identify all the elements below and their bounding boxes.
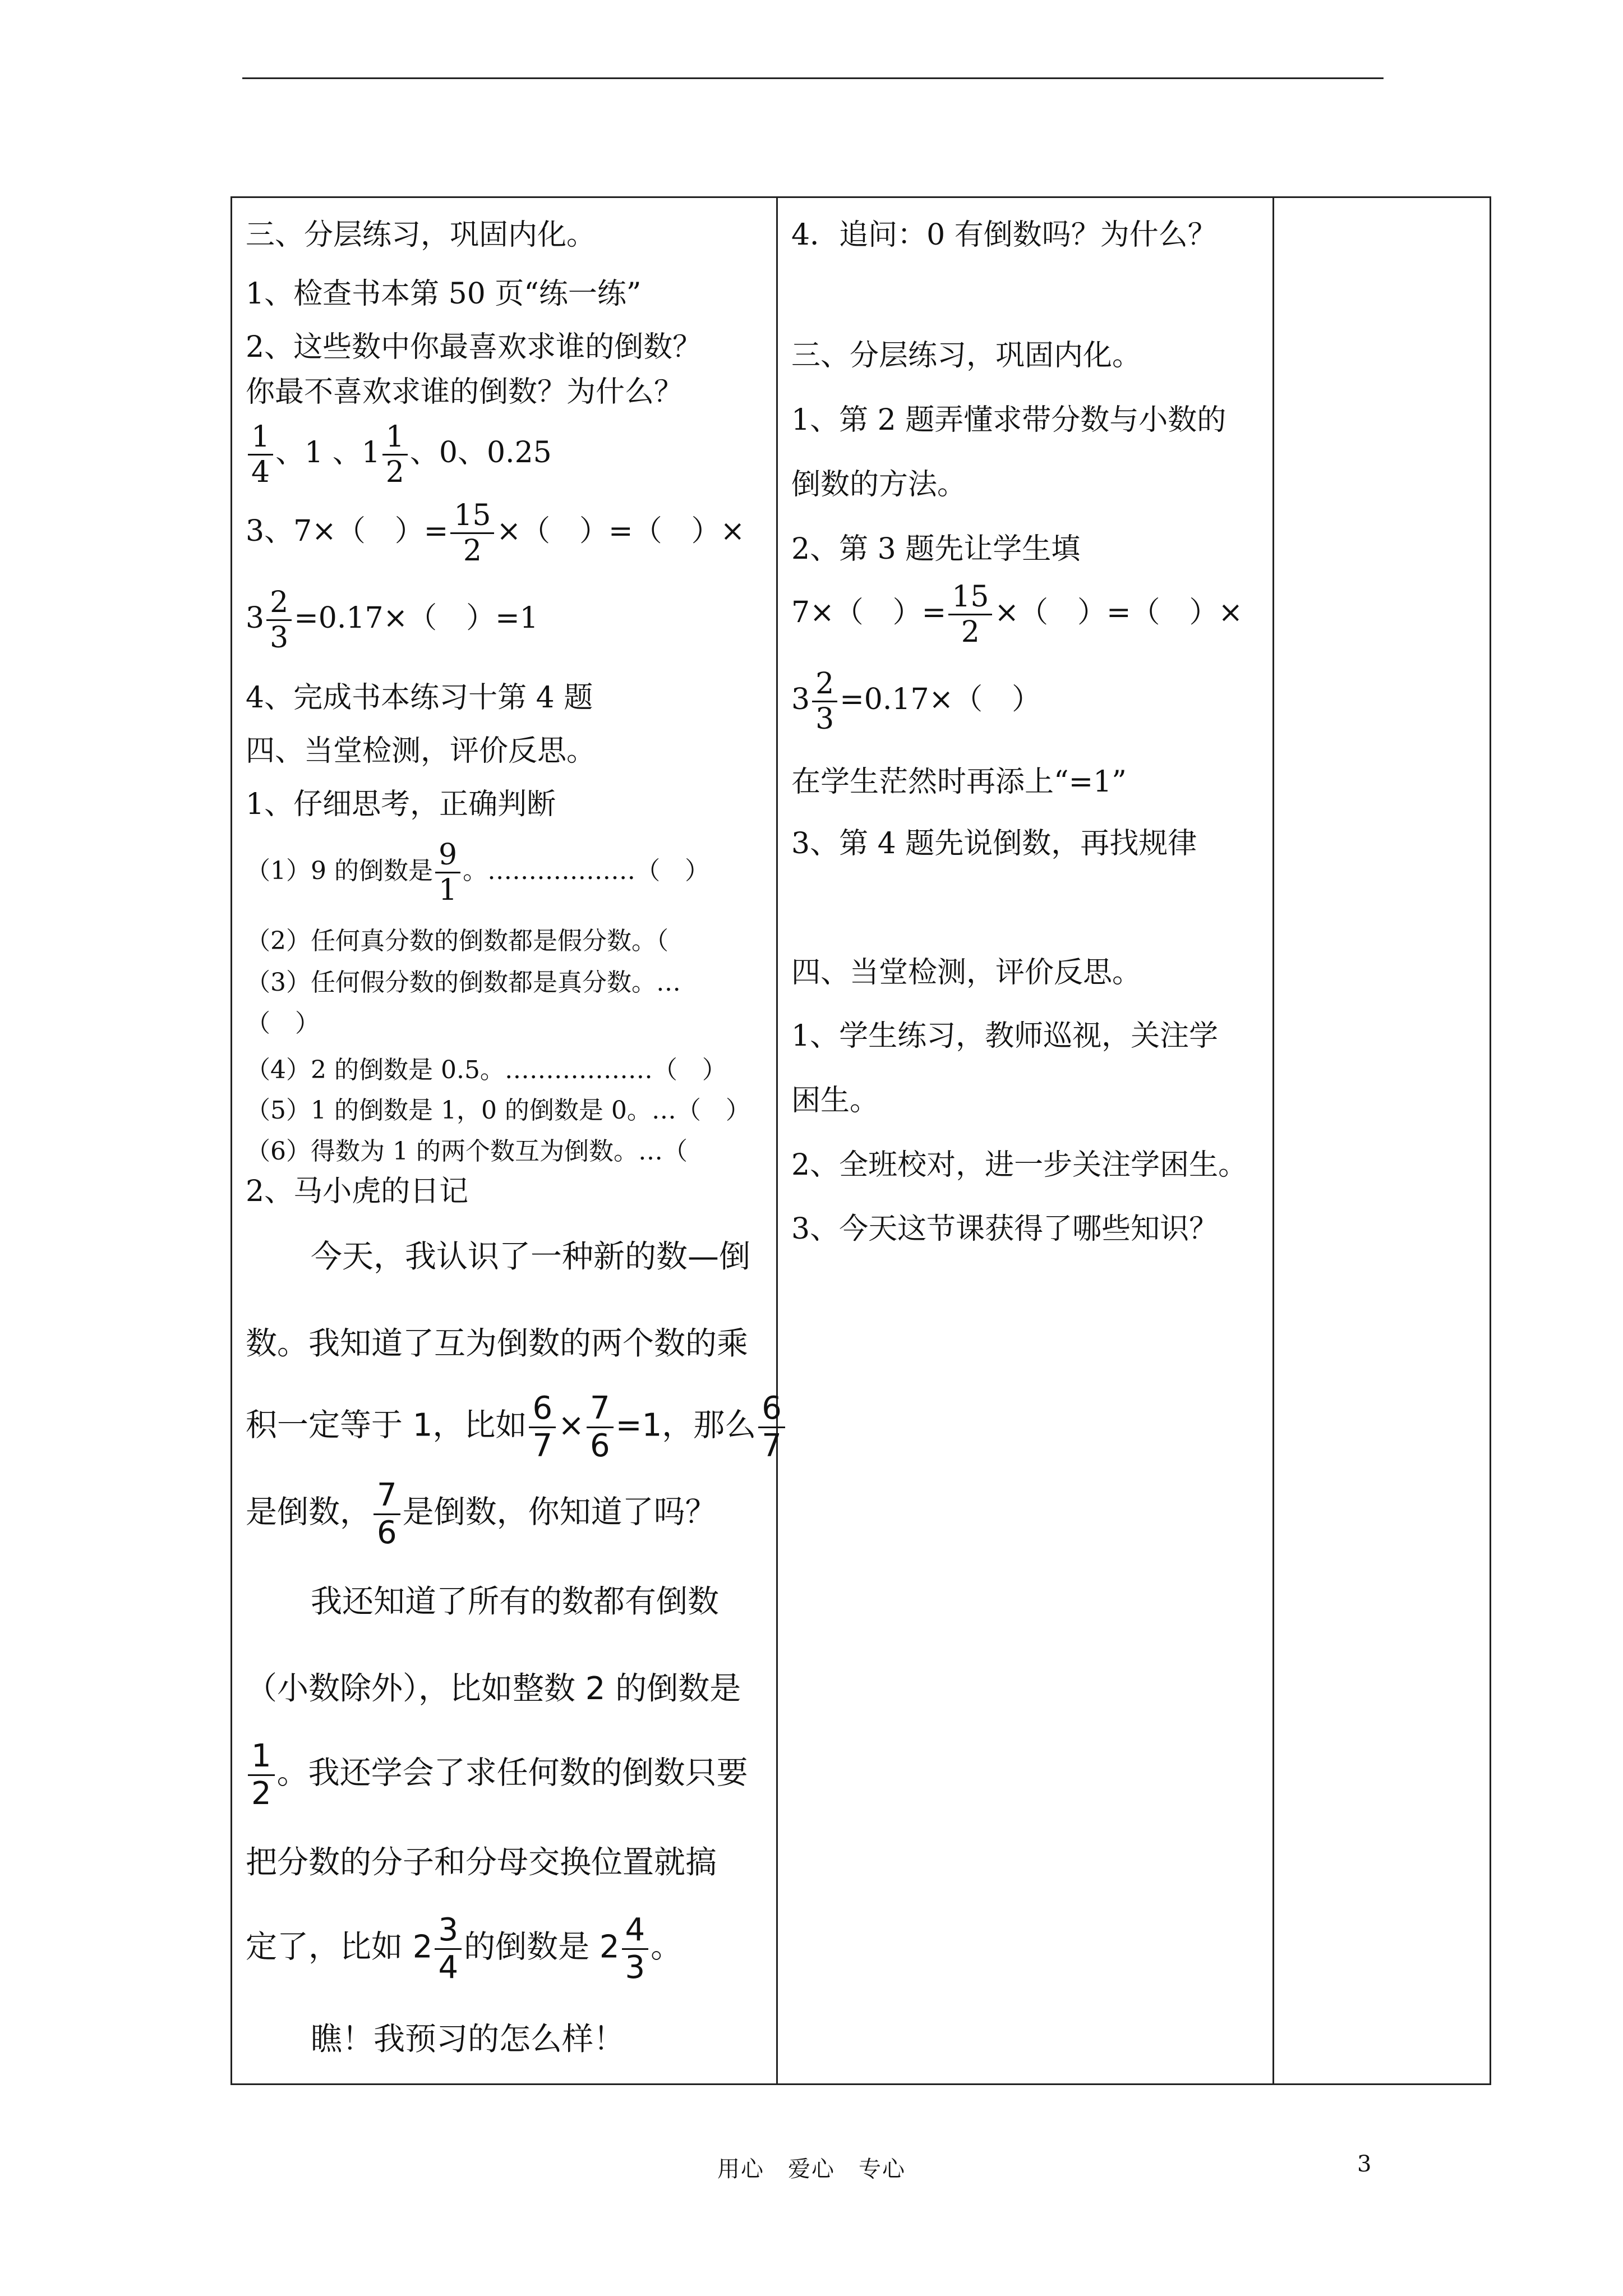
judge-title: 1、仔细思考，正确判断 <box>246 788 556 821</box>
fraction: $\frac{15}{2}$ <box>948 582 992 647</box>
notes-column <box>1274 198 1490 2083</box>
fraction: $\frac{6}{7}$ <box>758 1393 785 1462</box>
number-list: $\frac{1}{4}$ 、1 、1 $\frac{1}{2}$ 、0、0.25 <box>246 422 552 487</box>
section4-title: 四、当堂检测，评价反思。 <box>791 956 1142 990</box>
exercise-item-2-line2: 你最不喜欢求谁的倒数？为什么？ <box>246 375 684 409</box>
judge-item-5: （5）1 的倒数是 1，0 的倒数是 0。…（ ） <box>246 1096 750 1125</box>
exercise-item-1: 1、检查书本第 50 页“练一练” <box>246 277 642 311</box>
judge-item-6: （6）得数为 1 的两个数互为倒数。…（ <box>246 1137 688 1166</box>
check-3: 3、今天这节课获得了哪些知识？ <box>791 1212 1219 1246</box>
section3-title: 三、分层练习，巩固内化。 <box>791 339 1142 372</box>
page-number: 3 <box>1357 2151 1372 2177</box>
diary-line-7: $\frac{1}{2}$ 。我还学会了求任何数的倒数只要 <box>246 1741 748 1810</box>
equation-1: 3、7×（ ）= $\frac{15}{2}$ ×（ ）=（ ）× <box>246 499 745 568</box>
equation-2: 3 $\frac{2}{3}$ =0.17×（ ） <box>791 667 1041 736</box>
diary-line-5: 我还知道了所有的数都有倒数 <box>311 1584 719 1620</box>
section4-title: 四、当堂检测，评价反思。 <box>246 734 596 768</box>
judge-item-3-answer: （ ） <box>246 1009 320 1038</box>
fraction: $\frac{1}{2}$ <box>382 422 408 487</box>
practice-3: 3、第 4 题先说倒数，再找规律 <box>791 827 1197 861</box>
lesson-table <box>230 196 1491 2085</box>
fraction: $\frac{2}{3}$ <box>812 669 837 734</box>
diary-line-4: 是倒数， $\frac{7}{6}$ 是倒数，你知道了吗？ <box>246 1477 717 1551</box>
fraction: $\frac{7}{6}$ <box>587 1393 614 1462</box>
practice-2-note: 在学生茫然时再添上“=1” <box>791 765 1127 799</box>
equation-1: 7×（ ）= $\frac{15}{2}$ ×（ ）=（ ）× <box>791 580 1243 649</box>
judge-item-2: （2）任何真分数的倒数都是假分数。（ <box>246 927 668 955</box>
diary-line-10: 瞧！我预习的怎么样！ <box>311 2021 625 2058</box>
fraction: $\frac{3}{4}$ <box>435 1915 462 1984</box>
check-1-line1: 1、学生练习，教师巡视，关注学 <box>791 1019 1219 1053</box>
teacher-guidance-column <box>778 198 1274 2083</box>
student-activity-column <box>232 198 782 2083</box>
diary-title: 2、马小虎的日记 <box>246 1175 469 1208</box>
fraction: $\frac{6}{7}$ <box>529 1393 556 1462</box>
fraction: $\frac{1}{4}$ <box>248 422 273 487</box>
fraction: $\frac{15}{2}$ <box>450 501 494 565</box>
practice-1-line2: 倒数的方法。 <box>791 468 967 501</box>
judge-item-4: （4）2 的倒数是 0.5。………………（ ） <box>246 1056 727 1084</box>
followup-question: 4．追问：0 有倒数吗？为什么？ <box>791 218 1217 252</box>
judge-item-1: （1）9 的倒数是 $\frac{9}{1}$ 。………………（ ） <box>246 838 710 907</box>
fraction: $\frac{7}{6}$ <box>374 1480 400 1549</box>
exercise-item-4: 4、完成书本练习十第 4 题 <box>246 681 593 715</box>
fraction: $\frac{9}{1}$ <box>435 840 460 905</box>
diary-line-8: 把分数的分子和分母交换位置就搞 <box>246 1844 717 1881</box>
equation-2: 3 $\frac{2}{3}$ =0.17×（ ）=1 <box>246 586 538 655</box>
check-2: 2、全班校对，进一步关注学困生。 <box>791 1148 1248 1182</box>
exercise-item-2-line1: 2、这些数中你最喜欢求谁的倒数？ <box>246 330 702 364</box>
fraction: $\frac{2}{3}$ <box>266 588 292 652</box>
footer-motto: 用心 爱心 专心 <box>717 2156 906 2182</box>
practice-1-line1: 1、第 2 题弄懂求带分数与小数的 <box>791 403 1227 437</box>
diary-line-6: （小数除外），比如整数 2 的倒数是 <box>246 1671 741 1707</box>
check-1-line2: 困生。 <box>791 1084 879 1117</box>
diary-line-3: 积一定等于 1，比如 $\frac{6}{7}$ × $\frac{7}{6}$ =1，那么 $\frac{6}{7}$ <box>246 1393 787 1462</box>
header-rule <box>242 77 1384 79</box>
section3-title: 三、分层练习，巩固内化。 <box>246 218 596 252</box>
diary-line-2: 数。我知道了互为倒数的两个数的乘 <box>246 1326 748 1362</box>
judge-item-3: （3）任何假分数的倒数都是真分数。… <box>246 968 681 997</box>
diary-line-1: 今天，我认识了一种新的数—倒 <box>311 1239 750 1275</box>
practice-2: 2、第 3 题先让学生填 <box>791 532 1081 566</box>
diary-line-9: 定了，比如 2 $\frac{3}{4}$ 的倒数是 2 $\frac{4}{3}$ 。 <box>246 1912 683 1986</box>
fraction: $\frac{4}{3}$ <box>622 1915 649 1984</box>
fraction: $\frac{1}{2}$ <box>248 1741 275 1810</box>
